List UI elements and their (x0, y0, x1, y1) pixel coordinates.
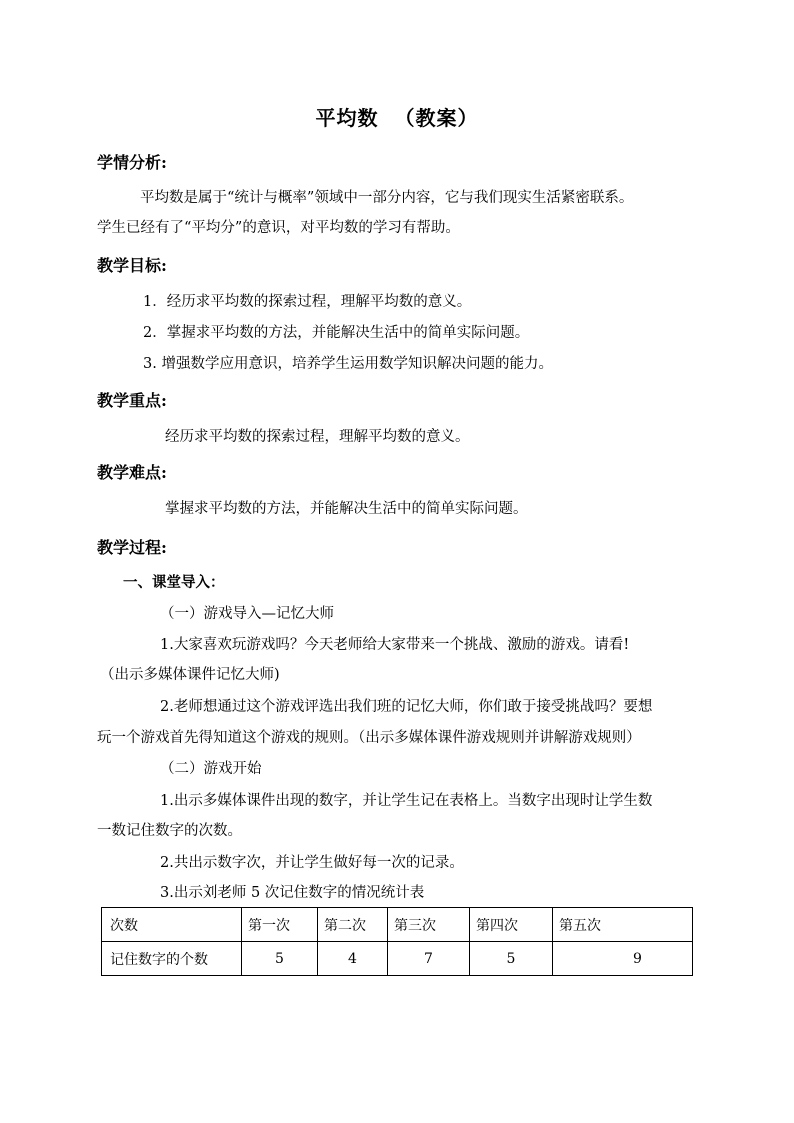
difficulty-text: 掌握求平均数的方法，并能解决生活中的简单实际问题。 (165, 501, 528, 517)
table-cell: 5 (242, 942, 318, 976)
part1-title: 一、课堂导入： (123, 574, 225, 591)
table-header-cell: 第四次 (470, 908, 553, 942)
sub1-line-2: （出示多媒体课件记忆大师) (100, 667, 280, 683)
memory-stats-table (101, 907, 693, 976)
table-header-cell: 第五次 (553, 908, 693, 942)
sub1-line-4: 玩一个游戏首先得知道这个游戏的规则。（出示多媒体课件游戏规则并讲解游戏规则） (97, 730, 641, 746)
sub2-line-4: 3.出示刘老师 5 次记住数字的情况统计表 (160, 885, 425, 901)
table-row (102, 942, 693, 976)
process-heading: 教学过程: (97, 538, 167, 557)
sub1-line-3: 2.老师想通过这个游戏评选出我们班的记忆大师，你们敢于接受挑战吗？要想 (160, 699, 653, 715)
goal-item-1: 1．经历求平均数的探索过程，理解平均数的意义。 (143, 294, 472, 310)
table-row-label: 记住数字的个数 (102, 942, 242, 976)
table-cell: 7 (388, 942, 470, 976)
goal-item-2: 2．掌握求平均数的方法，并能解决生活中的简单实际问题。 (143, 325, 530, 341)
sub1-title: （一）游戏导入—记忆大师 (160, 606, 334, 622)
table-cell: 9 (553, 942, 693, 976)
sub1-line-1: 1.大家喜欢玩游戏吗？今天老师给大家带来一个挑战、激励的游戏。请看! (160, 637, 630, 653)
sub2-title: （二）游戏开始 (160, 761, 262, 777)
sub2-line-1: 1.出示多媒体课件出现的数字，并让学生记在表格上。当数字出现时让学生数 (160, 793, 653, 809)
table-header-label: 次数 (102, 908, 242, 942)
key-point-text: 经历求平均数的探索过程，理解平均数的意义。 (165, 429, 470, 445)
table-header-cell: 第三次 (388, 908, 470, 942)
table-cell: 5 (470, 942, 553, 976)
document-title: 平均数 （教案） (315, 106, 479, 130)
goals-heading: 教学目标: (97, 256, 167, 275)
table-header-cell: 第二次 (318, 908, 388, 942)
goal-item-3: 3. 增强数学应用意识，培养学生运用数学知识解决问题的能力。 (143, 356, 553, 372)
table-cell: 4 (318, 942, 388, 976)
difficulty-heading: 教学难点: (97, 463, 167, 482)
analysis-heading: 学情分析: (97, 153, 167, 172)
analysis-line-2: 学生已经有了“平均分”的意识，对平均数的学习有帮助。 (97, 220, 460, 236)
key-point-heading: 教学重点: (97, 391, 167, 410)
sub2-line-3: 2.共出示数字次，并让学生做好每一次的记录。 (160, 855, 464, 871)
table-header-row (102, 908, 693, 942)
sub2-line-2: 一数记住数字的次数。 (97, 823, 242, 839)
table-header-cell: 第一次 (242, 908, 318, 942)
analysis-line-1: 平均数是属于“统计与概率”领域中一部分内容，它与我们现实生活紧密联系。 (140, 190, 634, 206)
